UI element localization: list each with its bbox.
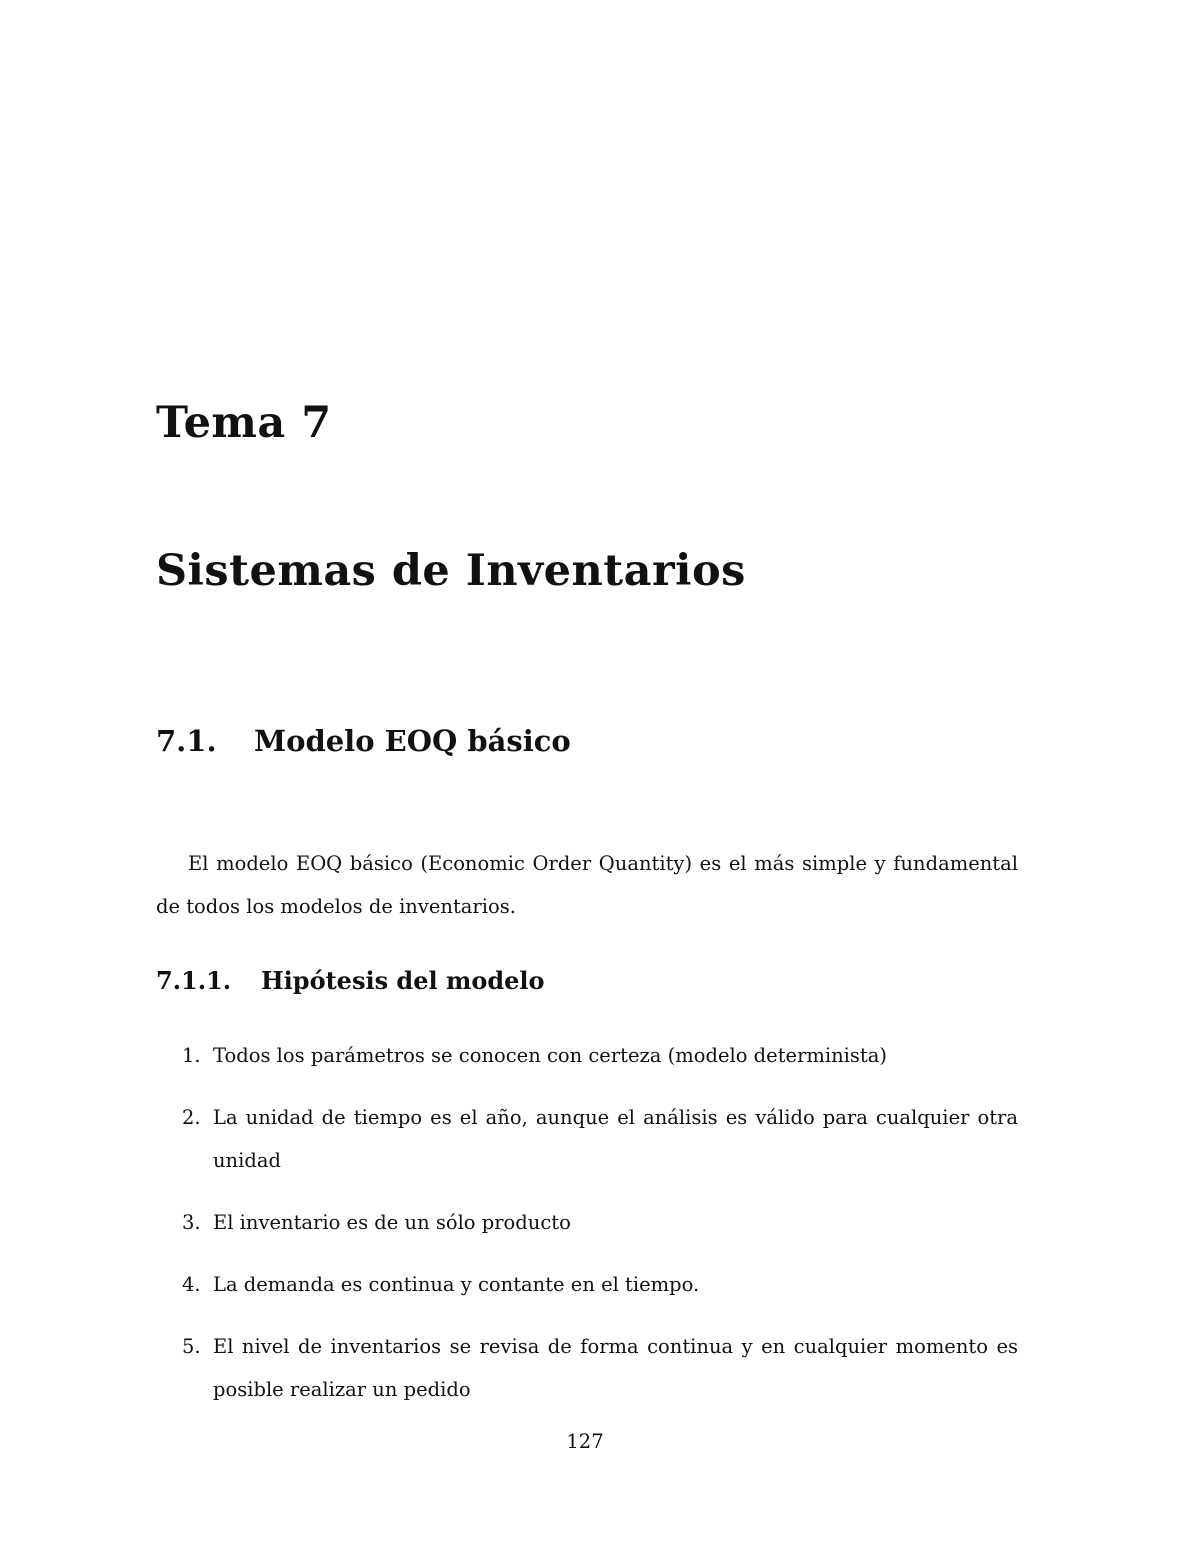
subsection-number: 7.1.1. (156, 966, 232, 995)
list-item-number: 3. (182, 1211, 201, 1234)
section-title: Modelo EOQ básico (254, 724, 571, 758)
list-item (156, 1034, 1018, 1077)
list-item (156, 1325, 1018, 1411)
list-item-text: El inventario es de un sólo producto (213, 1211, 571, 1234)
list-item-text: La unidad de tiempo es el año, aunque el análisis es válido para cualquier otra unidad (213, 1106, 1018, 1172)
list-item-number: 4. (182, 1273, 201, 1296)
intro-paragraph: El modelo EOQ básico (Economic Order Quantity) es el más simple y fundamental de todos los modelos de inventarios. (156, 851, 1018, 918)
list-item (156, 1201, 1018, 1244)
list-item (156, 1096, 1018, 1182)
list-item-text: El nivel de inventarios se revisa de forma continua y en cualquier momento es posible realizar un pedido (213, 1335, 1018, 1401)
list-item-number: 5. (182, 1335, 201, 1358)
section-heading (156, 724, 571, 758)
list-item-number: 1. (182, 1044, 201, 1067)
chapter-label: Tema 7 (156, 398, 332, 448)
section-number: 7.1. (156, 724, 217, 758)
subsection-heading (156, 966, 545, 995)
list-item-text: Todos los parámetros se conocen con certeza (modelo determinista) (213, 1044, 887, 1067)
list-item (156, 1263, 1018, 1306)
chapter-title: Sistemas de Inventarios (156, 546, 746, 596)
list-item-text: La demanda es continua y contante en el tiempo. (213, 1273, 700, 1296)
subsection-title: Hipótesis del modelo (261, 966, 545, 995)
page-number: 127 (566, 1430, 604, 1453)
hypotheses-list (156, 1034, 1018, 1430)
list-item-number: 2. (182, 1106, 201, 1129)
